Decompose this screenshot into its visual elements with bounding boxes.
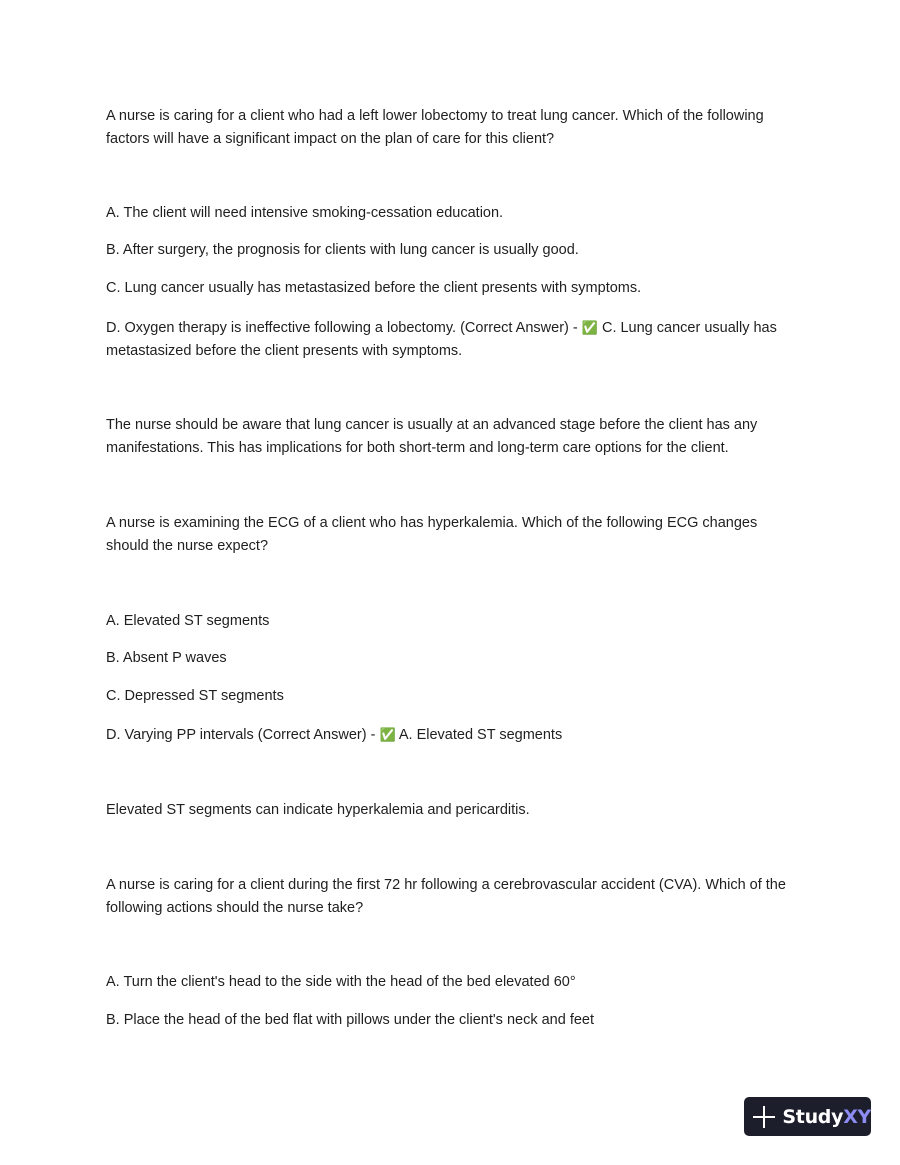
question-2-option-d: [106, 724, 796, 747]
question-1-option-d-label: D. Oxygen therapy is ineffective following a lobectomy. (Correct Answer) -: [106, 320, 582, 336]
question-2-correct-answer: A. Elevated ST segments: [395, 727, 563, 743]
logo-text-main: Study: [782, 1105, 844, 1128]
question-1-option-a: A. The client will need intensive smoking-cessation education.: [106, 205, 504, 221]
question-1-option-d: [106, 317, 796, 363]
question-1-option-b: B. After surgery, the prognosis for clients with lung cancer is usually good.: [106, 242, 579, 258]
question-2-text: A nurse is examining the ECG of a client who has hyperkalemia. Which of the following ECG changes should the nurse expect?: [106, 515, 758, 554]
question-2-option-a: A. Elevated ST segments: [106, 613, 270, 629]
question-3-option-a: A. Turn the client's head to the side with the head of the bed elevated 60°: [106, 974, 576, 990]
logo-text: [782, 1106, 871, 1128]
question-1-text: A nurse is caring for a client who had a left lower lobectomy to treat lung cancer. Which of the following factors will have a significant impact on the plan of care for this client?: [106, 108, 764, 147]
question-3-option-b: B. Place the head of the bed flat with pillows under the client's neck and feet: [106, 1012, 595, 1028]
question-2-rationale: Elevated ST segments can indicate hyperkalemia and pericarditis.: [106, 802, 530, 818]
checkmark-icon: ✅: [581, 321, 598, 336]
question-1-rationale: The nurse should be aware that lung cancer is usually at an advanced stage before the client has any manifestations. This has implications for both short-term and long-term care options for the client.: [106, 417, 758, 456]
question-1-correct-answer: C. Lung cancer usually has metastasized before the client presents with symptoms.: [106, 320, 777, 359]
checkmark-icon: ✅: [379, 728, 396, 743]
plus-icon: [753, 1106, 774, 1128]
question-2-option-c: C. Depressed ST segments: [106, 688, 284, 704]
question-1-option-c: C. Lung cancer usually has metastasized before the client presents with symptoms.: [106, 280, 642, 296]
logo-text-accent: XY: [843, 1105, 871, 1128]
question-3-text: A nurse is caring for a client during the first 72 hr following a cerebrovascular accident (CVA). Which of the following actions should the nurse take?: [106, 877, 786, 916]
studyxy-logo: [744, 1097, 871, 1136]
question-2-option-d-label: D. Varying PP intervals (Correct Answer) -: [106, 727, 380, 743]
question-2-option-b: B. Absent P waves: [106, 650, 227, 666]
